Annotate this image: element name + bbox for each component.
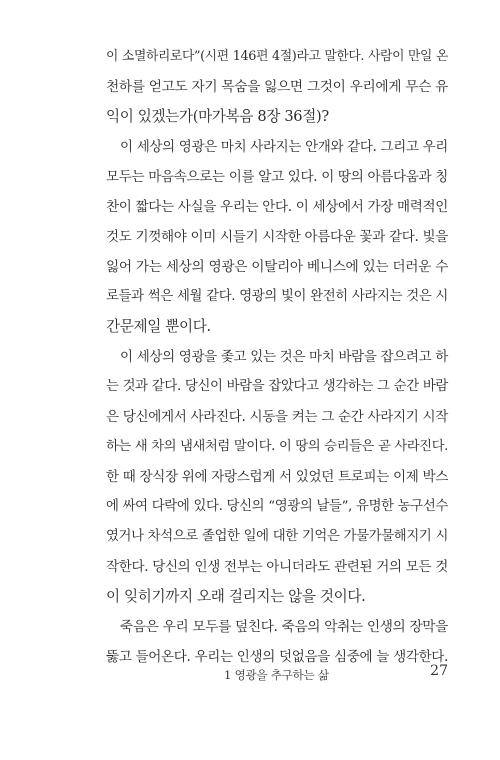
text-line: 였거나 차석으로 졸업한 일에 대한 기억은 가물가물해지기 시: [106, 529, 448, 544]
text-line: 작한다. 당신의 인생 전부는 아니더라도 관련된 거의 모든 것: [106, 559, 448, 575]
text-line: 로들과 썩은 세월 같다. 영광의 빛이 완전히 사라지는 것은 시: [106, 289, 448, 304]
text-line: 에 싸여 다락에 있다. 당신의 “영광의 날들”, 유명한 농구선수: [106, 499, 448, 514]
text-line: 이 소멸하리로다”(시편 146편 4절)라고 말한다. 사람이 만일 온: [106, 49, 448, 64]
page-number: 27: [430, 663, 448, 679]
text-line: 것도 기껏해야 이미 시들기 시작한 아름다운 꽃과 같다. 빛을: [106, 229, 448, 245]
text-line: 잃어 가는 세상의 영광은 이탈리아 베니스에 있는 더러운 수: [106, 259, 448, 275]
page-footer: [106, 661, 448, 691]
text-line: 모두는 마음속으로는 이를 알고 있다. 이 땅의 아름다움과 칭: [106, 169, 448, 185]
text-line: 찬이 짧다는 사실을 우리는 안다. 이 세상에서 가장 매력적인: [106, 199, 448, 215]
text-line: 한 때 장식장 위에 자랑스럽게 서 있었던 트로피는 이제 박스: [106, 469, 448, 485]
text-line: 이 세상의 영광은 마치 사라지는 안개와 같다. 그리고 우리: [120, 139, 448, 155]
text-line: 이 세상의 영광을 좇고 있는 것은 마치 바람을 잡으려고 하: [120, 349, 448, 365]
text-line: 익이 있겠는가(마가복음 8장 36절)?: [106, 108, 329, 125]
text-line: 천하를 얻고도 자기 목숨을 잃으면 그것이 우리에게 무슨 유: [106, 79, 448, 95]
paragraph-3: [106, 342, 448, 612]
text-line: 은 당신에게서 사라진다. 시동을 켜는 그 순간 사라지기 시작: [106, 409, 448, 425]
text-line: 는 것과 같다. 당신이 바람을 잡았다고 생각하는 그 순간 바람: [106, 379, 448, 394]
text-line: 죽음은 우리 모두를 덮친다. 죽음의 악취는 인생의 장막을: [120, 619, 448, 635]
body-text: [106, 42, 448, 672]
paragraph-2: [106, 132, 448, 342]
paragraph-1: [106, 42, 448, 132]
text-line: 이 잊히기까지 오래 걸리지는 않을 것이다.: [106, 588, 366, 605]
running-head: 1 영광을 추구하는 삶: [224, 668, 329, 682]
text-line: 뚫고 들어온다. 우리는 인생의 덧없음을 심중에 늘 생각한다.: [106, 649, 448, 665]
text-line: 간문제일 뿐이다.: [106, 318, 211, 335]
text-line: 하는 새 차의 냄새처럼 말이다. 이 땅의 승리들은 곧 사라진다.: [106, 439, 448, 454]
